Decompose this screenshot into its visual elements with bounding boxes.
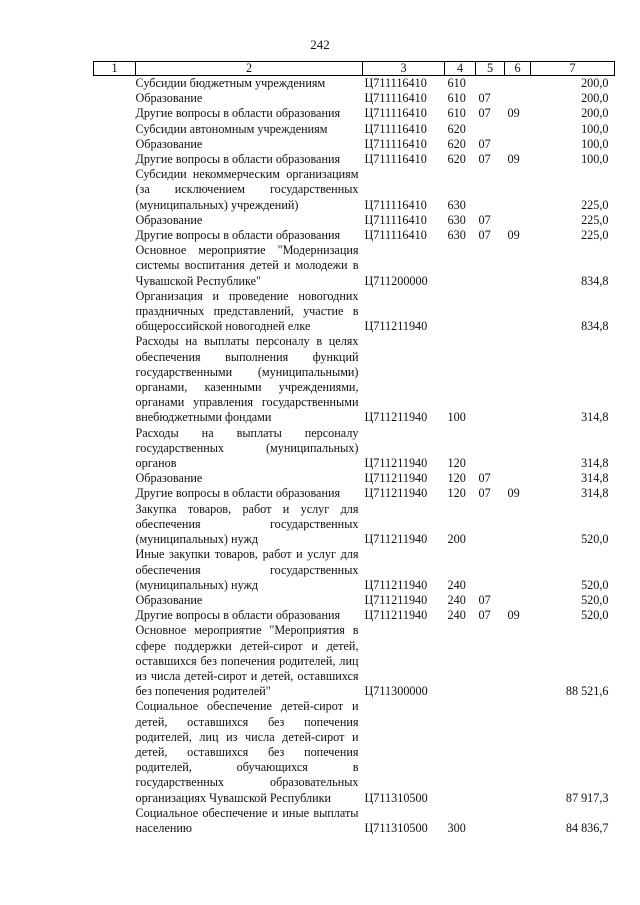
subsection-code (505, 334, 531, 425)
expense-type-code: 620 (447, 121, 466, 136)
amount: 100,0 (581, 136, 609, 151)
section-code: 07 (478, 228, 491, 243)
expense-type-code (445, 243, 476, 289)
section-code (476, 334, 505, 425)
subsection-code: 09 (507, 106, 520, 121)
row-name: Образование (135, 136, 203, 151)
expense-type-code: 630 (447, 212, 466, 227)
table-row (94, 243, 615, 289)
target-code: Ц711116410 (364, 212, 427, 227)
target-code: Ц711211940 (364, 456, 428, 471)
target-code: Ц711200000 (364, 273, 428, 288)
row-name: Основное мероприятие "Модернизация системы воспитания детей и молодежи в Чувашской Республике" (135, 243, 359, 288)
row-name: Основное мероприятие "Мероприятия в сфере поддержки детей-сирот и детей, оставшихся без попечения родителей, лиц из числа детей-сирот и детей, оставшихся без попечения родителей" (135, 623, 359, 699)
section-code (476, 699, 505, 805)
target-code: Ц711116410 (364, 152, 427, 167)
empty-cell (94, 593, 136, 608)
amount: 200,0 (581, 91, 609, 106)
empty-cell (94, 228, 136, 243)
budget-table (93, 61, 615, 836)
amount: 200,0 (581, 76, 609, 90)
target-code: Ц711211940 (364, 410, 428, 425)
empty-cell (94, 91, 136, 106)
table-row (94, 699, 615, 805)
row-name: Расходы на выплаты персоналу в целях обеспечения выполнения функций государственными (муниципальными) органами, казенными учреждениями, органами управления государственными внебюджетными фондами (135, 334, 359, 425)
subsection-code (505, 213, 531, 228)
subsection-code (505, 76, 531, 92)
row-name: Другие вопросы в области образования (135, 152, 341, 167)
section-code (476, 122, 505, 137)
table-row (94, 289, 615, 335)
table-row (94, 91, 615, 106)
expense-type-code: 610 (447, 91, 466, 106)
table-row (94, 228, 615, 243)
empty-cell (94, 137, 136, 152)
amount: 87 917,3 (565, 790, 609, 805)
amount: 200,0 (581, 106, 609, 121)
table-row (94, 152, 615, 167)
expense-type-code: 100 (447, 410, 466, 425)
target-code: Ц711300000 (364, 684, 428, 699)
target-code: Ц711116410 (364, 106, 427, 121)
amount: 225,0 (581, 197, 609, 212)
subsection-code (505, 289, 531, 335)
section-code: 07 (478, 152, 491, 167)
target-code: Ц711116410 (364, 228, 427, 243)
amount: 520,0 (581, 577, 609, 592)
column-header: 1 (94, 62, 136, 76)
empty-cell (94, 426, 136, 472)
amount: 520,0 (581, 592, 609, 607)
amount: 834,8 (581, 319, 609, 334)
row-name: Другие вопросы в области образования (135, 228, 341, 243)
empty-cell (94, 623, 136, 699)
row-name: Образование (135, 592, 203, 607)
column-header: 5 (476, 62, 505, 76)
expense-type-code: 240 (447, 592, 466, 607)
amount: 314,8 (581, 471, 609, 486)
subsection-code (505, 137, 531, 152)
amount: 314,8 (581, 456, 609, 471)
section-code: 07 (478, 486, 491, 501)
row-name: Образование (135, 471, 203, 486)
target-code: Ц711310500 (364, 790, 428, 805)
expense-type-code: 240 (447, 577, 466, 592)
expense-type-code: 620 (447, 152, 466, 167)
table-row (94, 426, 615, 472)
table-row (94, 167, 615, 213)
table-row (94, 122, 615, 137)
column-header: 6 (505, 62, 531, 76)
section-code: 07 (478, 592, 491, 607)
target-code: Ц711116410 (364, 136, 427, 151)
expense-type-code: 610 (447, 106, 466, 121)
amount: 88 521,6 (565, 684, 609, 699)
table-row (94, 334, 615, 425)
row-name: Социальное обеспечение детей-сирот и детей, оставшихся без попечения родителей, лиц из числа детей-сирот и детей, оставшихся без попечения родителей, обучающихся в государственных образовательных организациях Чувашской Республики (135, 699, 359, 805)
target-code: Ц711211940 (364, 486, 428, 501)
empty-cell (94, 699, 136, 805)
target-code: Ц711310500 (364, 820, 428, 835)
target-code: Ц711116410 (364, 76, 427, 90)
amount: 834,8 (581, 273, 609, 288)
row-name: Иные закупки товаров, работ и услуг для обеспечения государственных (муниципальных) нужд (135, 547, 359, 592)
section-code: 07 (478, 91, 491, 106)
page-number: 242 (310, 37, 330, 52)
subsection-code (505, 593, 531, 608)
empty-cell (94, 243, 136, 289)
empty-cell (94, 486, 136, 501)
expense-type-code: 120 (447, 456, 466, 471)
amount: 520,0 (581, 608, 609, 623)
amount: 520,0 (581, 532, 609, 547)
target-code: Ц711116410 (364, 121, 427, 136)
amount: 314,8 (581, 486, 609, 501)
empty-cell (94, 471, 136, 486)
row-name: Другие вопросы в области образования (135, 608, 341, 623)
row-name: Субсидии некоммерческим организациям (за исключением государственных (муниципальных) учреждений) (135, 167, 359, 212)
row-name: Организация и проведение новогодних праздничных представлений, участие в общероссийской новогодней елке (135, 288, 359, 334)
target-code: Ц711211940 (364, 608, 428, 623)
column-header: 3 (363, 62, 445, 76)
subsection-code: 09 (507, 152, 520, 167)
expense-type-code (445, 289, 476, 335)
empty-cell (94, 334, 136, 425)
table-row (94, 471, 615, 486)
column-header: 7 (531, 62, 615, 76)
table-row (94, 608, 615, 623)
expense-type-code: 630 (447, 228, 466, 243)
subsection-code (505, 426, 531, 472)
empty-cell (94, 502, 136, 548)
target-code: Ц711211940 (364, 471, 428, 486)
target-code: Ц711211940 (364, 577, 428, 592)
subsection-code (505, 502, 531, 548)
expense-type-code: 240 (447, 608, 466, 623)
subsection-code: 09 (507, 608, 520, 623)
table-row (94, 486, 615, 501)
empty-cell (94, 152, 136, 167)
section-code: 07 (478, 608, 491, 623)
subsection-code (505, 167, 531, 213)
table-row (94, 502, 615, 548)
expense-type-code: 200 (447, 532, 466, 547)
amount: 84 836,7 (565, 820, 609, 835)
section-code (476, 547, 505, 593)
empty-cell (94, 547, 136, 593)
section-code: 07 (478, 106, 491, 121)
subsection-code (505, 623, 531, 699)
empty-cell (94, 122, 136, 137)
section-code: 07 (478, 136, 491, 151)
row-name: Субсидии бюджетным учреждениям (135, 76, 326, 90)
expense-type-code: 120 (447, 486, 466, 501)
empty-cell (94, 213, 136, 228)
table-row (94, 213, 615, 228)
target-code: Ц711116410 (364, 197, 427, 212)
amount: 314,8 (581, 410, 609, 425)
expense-type-code: 120 (447, 471, 466, 486)
table-row (94, 593, 615, 608)
subsection-code (505, 471, 531, 486)
target-code: Ц711211940 (364, 592, 428, 607)
section-code (476, 426, 505, 472)
subsection-code (505, 122, 531, 137)
table-row (94, 806, 615, 836)
section-code (476, 502, 505, 548)
empty-cell (94, 289, 136, 335)
empty-cell (94, 167, 136, 213)
subsection-code (505, 547, 531, 593)
subsection-code: 09 (507, 228, 520, 243)
empty-cell (94, 806, 136, 836)
row-name: Другие вопросы в области образования (135, 106, 341, 121)
row-name: Социальное обеспечение и иные выплаты населению (135, 805, 359, 835)
empty-cell (94, 608, 136, 623)
expense-type-code: 300 (447, 820, 466, 835)
column-number-row (94, 62, 615, 76)
section-code (476, 243, 505, 289)
row-name: Другие вопросы в области образования (135, 486, 341, 501)
section-code: 07 (478, 212, 491, 227)
section-code (476, 806, 505, 836)
amount: 225,0 (581, 212, 609, 227)
empty-cell (94, 76, 136, 92)
amount: 225,0 (581, 228, 609, 243)
table-row (94, 137, 615, 152)
table-row (94, 76, 615, 92)
row-name: Образование (135, 91, 203, 106)
row-name: Расходы на выплаты персоналу государственных (муниципальных) органов (135, 425, 359, 471)
section-code (476, 289, 505, 335)
empty-cell (94, 106, 136, 121)
section-code: 07 (478, 471, 491, 486)
table-row (94, 106, 615, 121)
section-code (476, 76, 505, 92)
subsection-code (505, 699, 531, 805)
column-header: 2 (136, 62, 363, 76)
table-row (94, 547, 615, 593)
subsection-code (505, 806, 531, 836)
target-code: Ц711211940 (364, 532, 428, 547)
subsection-code (505, 91, 531, 106)
expense-type-code (445, 699, 476, 805)
row-name: Субсидии автономным учреждениям (135, 121, 328, 136)
row-name: Закупка товаров, работ и услуг для обеспечения государственных (муниципальных) нужд (135, 501, 359, 547)
subsection-code: 09 (507, 486, 520, 501)
target-code: Ц711116410 (364, 91, 427, 106)
row-name: Образование (135, 212, 203, 227)
section-code (476, 623, 505, 699)
subsection-code (505, 243, 531, 289)
expense-type-code (445, 623, 476, 699)
expense-type-code: 610 (447, 76, 466, 90)
table-row (94, 623, 615, 699)
expense-type-code: 630 (447, 197, 466, 212)
section-code (476, 167, 505, 213)
column-header: 4 (445, 62, 476, 76)
amount: 100,0 (581, 152, 609, 167)
expense-type-code: 620 (447, 136, 466, 151)
target-code: Ц711211940 (364, 319, 428, 334)
amount: 100,0 (581, 121, 609, 136)
